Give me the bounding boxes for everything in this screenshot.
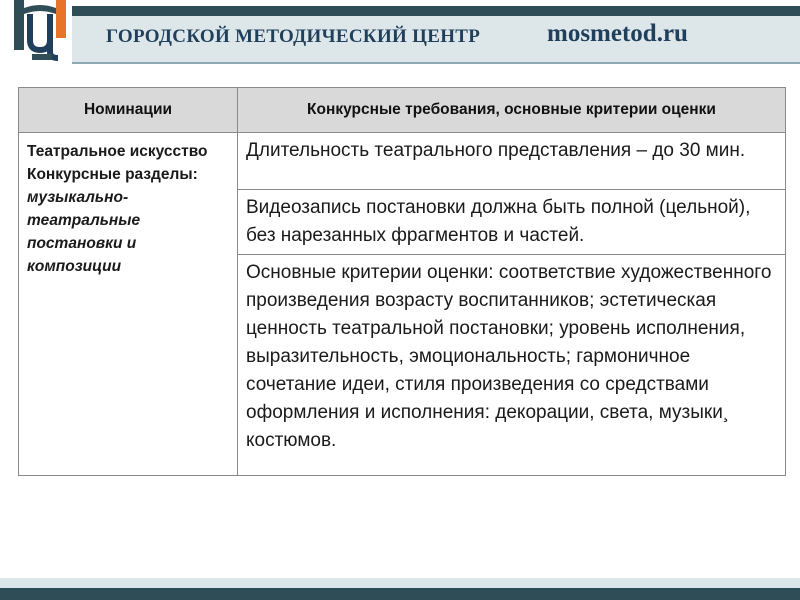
mosmetod-logo-icon [10, 0, 72, 62]
footer-stripe-light [0, 578, 800, 588]
nomination-cell [19, 133, 238, 476]
criteria-table [18, 87, 786, 476]
header [0, 0, 800, 64]
requirement-criteria: Основные критерии оценки: соответствие художественного произведения возрасту воспитанников; эстетическая ценность театральной постановки; уровень исполнения, выразительность, эмоциональность; гармоничное сочетание идеи, стиля произведения со средствами оформления и исполнения: декорации, света, музыки¸ костюмов. [238, 255, 786, 476]
sections-value: музыкально-театральные постановки и композиции [27, 189, 141, 275]
requirement-video: Видеозапись постановки должна быть полной (цельной), без нарезанных фрагментов и частей. [238, 190, 786, 255]
column-header-nominations: Номинации [19, 88, 238, 133]
header-divider [72, 62, 800, 64]
sections-label: Конкурсные разделы: [27, 166, 198, 183]
column-header-requirements: Конкурсные требования, основные критерии оценки [238, 88, 786, 133]
header-stripe-dark [72, 6, 800, 16]
requirement-duration: Длительность театрального представления – до 30 мин. [238, 133, 786, 190]
footer-stripe-dark [0, 588, 800, 600]
table-row [19, 133, 786, 190]
table-header-row [19, 88, 786, 133]
site-name: mosmetod.ru [547, 20, 688, 47]
org-title: ГОРОДСКОЙ МЕТОДИЧЕСКИЙ ЦЕНТР [106, 26, 481, 47]
nomination-name: Театральное искусство [27, 143, 208, 160]
